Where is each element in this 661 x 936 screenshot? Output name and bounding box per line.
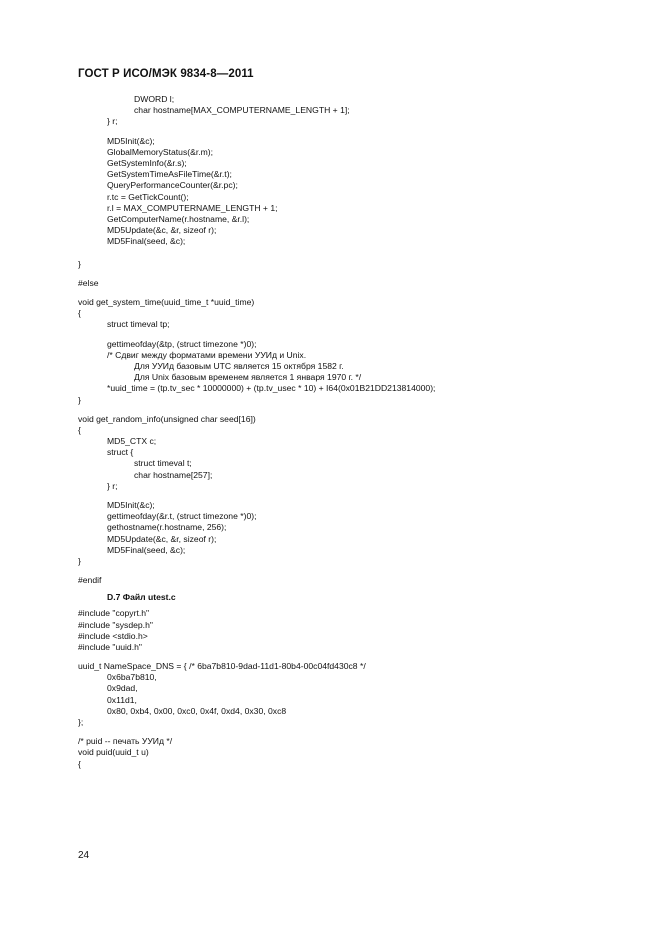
- code-line: #include "copyrt.h": [78, 608, 150, 619]
- code-line: struct timeval t;: [134, 458, 192, 469]
- code-line: }: [78, 394, 81, 405]
- code-line: 0x9dad,: [107, 683, 138, 694]
- code-line: r.l = MAX_COMPUTERNAME_LENGTH + 1;: [107, 202, 278, 213]
- code-line: QueryPerformanceCounter(&r.pc);: [107, 180, 238, 191]
- page-number: 24: [78, 850, 90, 861]
- code-line: [78, 247, 435, 258]
- code-line: 0x80, 0xb4, 0x00, 0xc0, 0x4f, 0xd4, 0x30, 0xc8: [107, 705, 287, 716]
- code-line: gettimeofday(&tp, (struct timezone *)0);: [107, 338, 257, 349]
- code-line: /* puid -- печать УУИд */: [78, 736, 173, 747]
- code-line: };: [78, 717, 84, 727]
- code-line: Для УУИд базовым UTC является 15 октября 1582 г.: [134, 360, 344, 371]
- code-line: GetSystemInfo(&r.s);: [107, 157, 187, 168]
- code-line: }: [78, 258, 81, 269]
- code-line: void get_system_time(uuid_time_t *uuid_time): [78, 297, 255, 307]
- code-line: char hostname[257];: [134, 469, 213, 480]
- code-listing: [78, 94, 435, 770]
- code-line: #endif: [78, 575, 102, 586]
- code-line: GetComputerName(r.hostname, &r.l);: [107, 213, 250, 224]
- code-line: #include <stdio.h>: [78, 630, 148, 641]
- code-line: uuid_t NameSpace_DNS = { /* 6ba7b810-9dad-11d1-80b4-00c04fd430c8 */: [78, 661, 366, 672]
- code-line: gettimeofday(&r.t, (struct timezone *)0);: [107, 511, 257, 522]
- code-line: MD5Final(seed, &c);: [107, 236, 186, 247]
- code-line: struct timeval tp;: [107, 319, 170, 330]
- code-line: GetSystemTimeAsFileTime(&r.t);: [107, 169, 232, 180]
- code-line: MD5Final(seed, &c);: [107, 544, 186, 555]
- code-line: MD5Update(&c, &r, sizeof r);: [107, 533, 217, 544]
- code-line: MD5_CTX c;: [107, 436, 157, 447]
- code-line: struct {: [107, 447, 134, 458]
- code-line: #else: [78, 277, 99, 288]
- section-heading: D.7 Файл utest.c: [107, 592, 176, 603]
- code-line: DWORD l;: [134, 94, 175, 104]
- code-line: } r;: [107, 480, 118, 491]
- page-header-standard-id: ГОСТ Р ИСО/МЭК 9834-8—2011: [78, 68, 254, 80]
- code-line: /* Сдвиг между форматами времени УУИд и Unix.: [107, 349, 307, 360]
- code-line: Для Unix базовым временем является 1 января 1970 г. */: [134, 372, 362, 383]
- code-line: 0x11d1,: [107, 694, 137, 705]
- code-line: {: [78, 758, 81, 769]
- code-line: } r;: [107, 116, 118, 127]
- code-line: MD5Init(&c);: [107, 500, 155, 510]
- code-line: MD5Init(&c);: [107, 135, 155, 146]
- code-line: void puid(uuid_t u): [78, 747, 149, 758]
- code-line: GlobalMemoryStatus(&r.m);: [107, 146, 214, 157]
- code-line: void get_random_info(unsigned char seed[16]): [78, 413, 256, 424]
- code-line: r.tc = GetTickCount();: [107, 191, 189, 202]
- code-line: #include "sysdep.h": [78, 619, 153, 630]
- code-line: {: [78, 308, 81, 319]
- code-line: *uuid_time = (tp.tv_sec * 10000000) + (tp.tv_usec * 10) + I64(0x01B21DD213814000);: [107, 383, 436, 394]
- code-line: MD5Update(&c, &r, sizeof r);: [107, 225, 217, 236]
- code-line: {: [78, 424, 81, 435]
- code-line: #include "uuid.h": [78, 641, 142, 652]
- code-line: 0x6ba7b810,: [107, 672, 157, 683]
- code-line: gethostname(r.hostname, 256);: [107, 522, 227, 533]
- code-line: }: [78, 555, 81, 566]
- code-line: char hostname[MAX_COMPUTERNAME_LENGTH + 1];: [134, 105, 350, 116]
